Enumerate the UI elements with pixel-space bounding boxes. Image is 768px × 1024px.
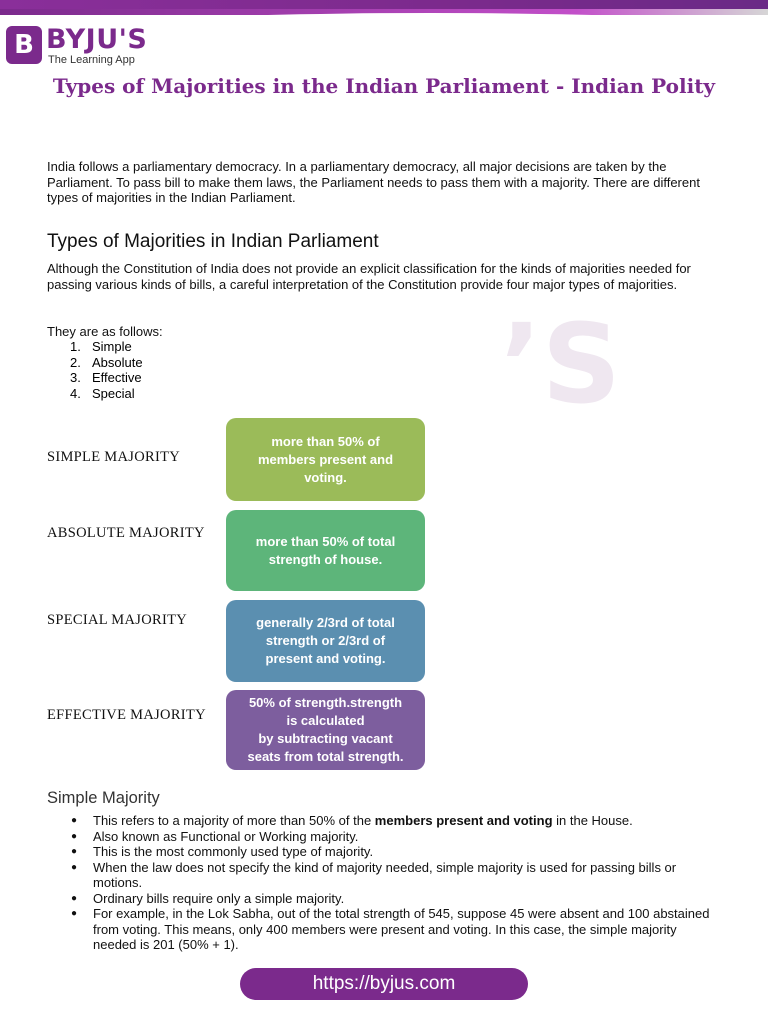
page-title: Types of Majorities in the Indian Parliament - Indian Polity [52,74,716,98]
top-decorative-band [0,0,768,22]
list-item: ● When the law does not specify the kind of majority needed, simple majority is used for passing bills or motions. [71,859,677,890]
footer-url-pill[interactable] [240,968,528,1000]
bullet-icon: ● [71,892,78,904]
list-item: ● For example, in the Lok Sabha, out of the total strength of 545, suppose 45 were absent and 100 abstained from voting. This means, only 400 members were present and voting. In this case, the simple majority needed is 201 (50% + 1). [71,906,710,952]
list-intro: They are as follows: [47,324,163,339]
diagram-box-special: generally 2/3rd of total strength or 2/3rd of present and voting. [226,600,425,682]
bullet-icon: ● [71,861,78,873]
diagram-box-effective: 50% of strength.strength is calculated by subtracting vacant seats from total strength. [226,690,425,770]
bullet-icon: ● [71,908,78,919]
bullet-icon: ● [71,846,78,857]
footer-url[interactable]: https://byjus.com [312,973,456,994]
list-item: ● Ordinary bills require only a simple majority. [71,890,345,906]
diagram-label-simple: SIMPLE MAJORITY [47,449,180,465]
types-paragraph: Although the Constitution of India does not provide an explicit classification for the kinds of majorities needed for passing various kinds of bills, a careful interpretation of the Constitution provide four major types of majorities. [47,261,691,292]
list-item: ● Also known as Functional or Working majority. [71,828,359,844]
section-heading-simple-majority: Simple Majority [47,789,160,807]
top-stripe [0,0,768,9]
list-item: ● This refers to a majority of more than 50% of the members present and voting in the House. [71,813,633,828]
list-item: 2. Absolute [70,354,143,370]
diagram-box-absolute: more than 50% of total strength of house. [226,510,425,591]
list-item: 3. Effective [70,370,142,386]
diagram-label-absolute: ABSOLUTE MAJORITY [47,525,205,541]
bullet-icon: ● [71,830,78,842]
brand-name: BYJU'S [46,24,148,55]
diagram-label-special: SPECIAL MAJORITY [47,612,188,628]
logo-badge-letter: B [14,30,34,60]
bullet-icon: ● [71,815,78,826]
logo-text [46,26,147,66]
diagram-box-simple: more than 50% of members present and voting. [226,418,425,501]
watermark-logo: ’S [500,300,622,428]
list-item: ● This is the most commonly used type of majority. [71,844,374,859]
list-item: 4. Special [70,386,135,402]
list-item: 1. Simple [70,339,132,354]
brand-tagline: The Learning App [48,54,135,66]
simple-majority-bullets [70,813,720,953]
intro-paragraph: India follows a parliamentary democracy. In a parliamentary democracy, all major decisions are taken by the Parliament. To pass bill to make them laws, the Parliament needs to pass them with a majority. There are different types of majorities in the Indian Parliament. [47,159,700,205]
majority-types-list [70,339,143,402]
brand-logo [6,26,147,68]
diagram-label-effective: EFFECTIVE MAJORITY [47,707,206,723]
logo-badge-icon [6,26,42,64]
section-heading-types: Types of Majorities in Indian Parliament [47,231,379,252]
